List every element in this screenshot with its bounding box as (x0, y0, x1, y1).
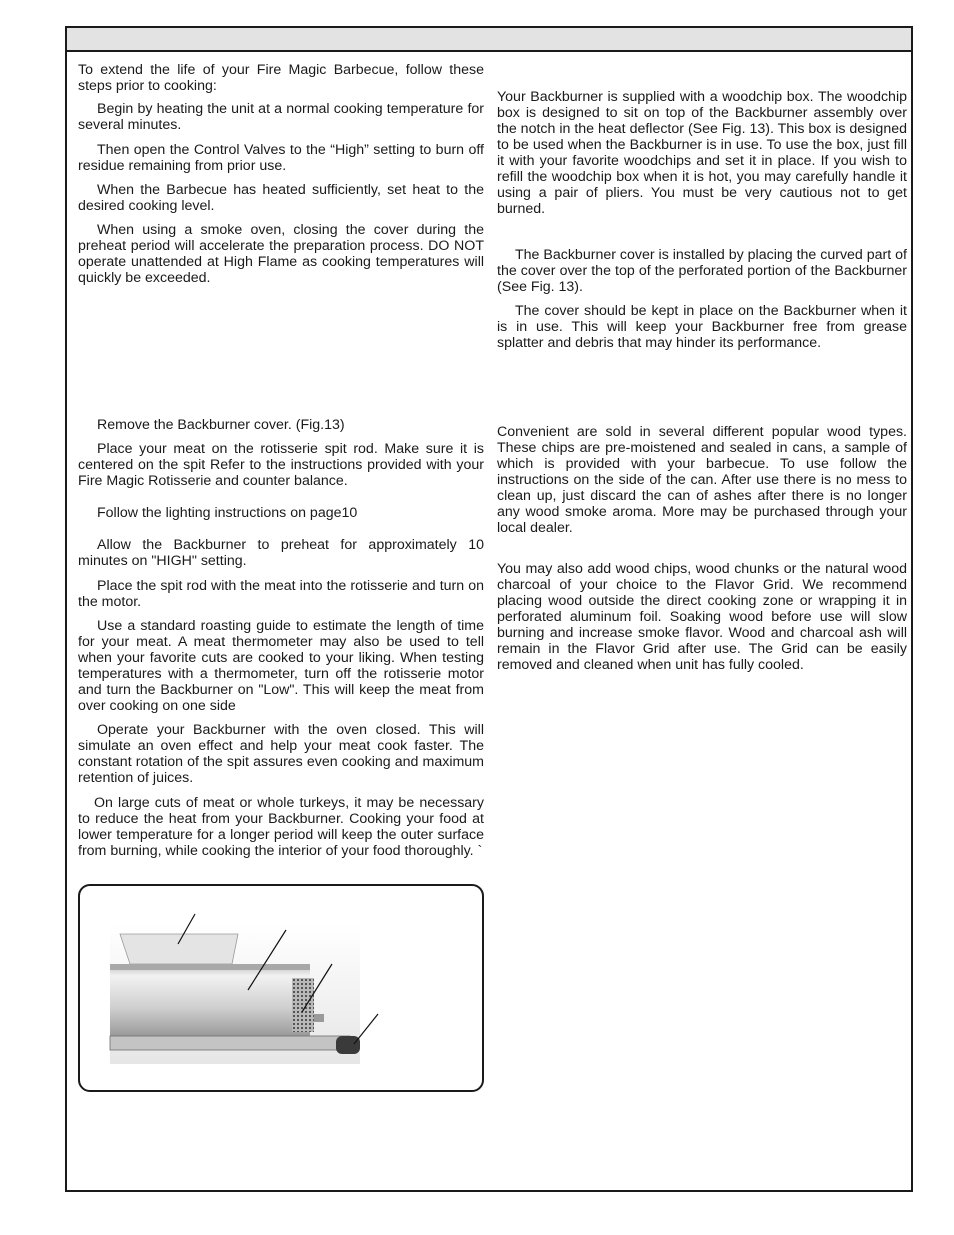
rotisserie-step-preheat: Allow the Backburner to preheat for approximately 10 minutes on "HIGH" setting. (78, 537, 484, 569)
seasoning-step-heat: Begin by heating the unit at a normal cooking temperature for several minutes. (78, 101, 484, 133)
burner-nozzle (336, 1036, 360, 1054)
backburner-illustration (80, 886, 482, 1090)
mounting-tab (314, 1014, 324, 1022)
rotisserie-step-roasting-guide: Use a standard roasting guide to estimate the length of time for your meat. A meat thermometer may also be used to tell when your favorite cuts are cooked to your liking. When testing temperatures with a thermometer, turn off the rotisserie motor and turn the Backburner on "Low". This will keep the meat from over cooking on one side (78, 618, 484, 714)
backburner-figure (78, 884, 484, 1092)
header-bar (67, 28, 911, 52)
seasoning-intro: To extend the life of your Fire Magic Barbecue, follow these steps prior to cooking: (78, 62, 484, 94)
seasoning-step-warning: When using a smoke oven, closing the cover during the preheat period will accelerate the preparation process. DO NOT operate unattended at High Flame as cooking temperatures will quickly be exceeded. (78, 222, 484, 286)
wood-chips-paragraph: Convenient are sold in several different popular wood types. These chips are pre-moistened and sealed in cans, a sample of which is provided with your barbecue. To use follow the instructions on the side of the can. After use there is no mess to clean up, just discard the can of ashes after there is no longer any wood smoke aroma. More may be purchased through your local dealer. (497, 424, 907, 536)
woodchip-box (120, 934, 238, 964)
seasoning-step-level: When the Barbecue has heated sufficiently, set heat to the desired cooking level. (78, 182, 484, 214)
rotisserie-step-remove-cover: Remove the Backburner cover. (Fig.13) (97, 417, 345, 433)
rotisserie-step-place-meat: Place your meat on the rotisserie spit rod. Make sure it is centered on the spit Refer to the instructions provided with your Fire Magic Rotisserie and counter balance. (78, 441, 484, 489)
woodchip-box-paragraph: Your Backburner is supplied with a woodchip box. The woodchip box is designed to sit on top of the Backburner assembly over the notch in the heat deflector (See Fig. 13). This box is designed to be used when the Backburner is in use. To use the box, just fill it with your favorite woodchips and set it in place. If you wish to refill the woodchip box when it is hot, you may carefully handle it using a pair of pliers. You must be very cautious not to get burned. (497, 89, 907, 217)
bottom-rail (110, 1036, 350, 1050)
rotisserie-step-large-cuts: On large cuts of meat or whole turkeys, it may be necessary to reduce the heat from your Backburner. Cooking your food at lower temperature for a longer period will keep the outer surface from burning, while cooking the interior of your food thoroughly. ` (78, 795, 484, 859)
rotisserie-step-oven-closed: Operate your Backburner with the oven closed. This will simulate an oven effect and help your meat cook faster. The constant rotation of the spit assures even cooking and maximum retention of juices. (78, 722, 484, 786)
backburner-top-edge (110, 964, 310, 970)
cover-usage-paragraph: The cover should be kept in place on the Backburner when it is in use. This will keep your Backburner free from grease splatter and debris that may hinder its performance. (497, 303, 907, 351)
cover-install-paragraph: The Backburner cover is installed by placing the curved part of the cover over the top of the perforated portion of the Backburner (See Fig. 13). (497, 247, 907, 295)
rotisserie-step-lighting: Follow the lighting instructions on page10 (97, 505, 358, 521)
seasoning-step-high: Then open the Control Valves to the “High” setting to burn off residue remaining from prior use. (78, 142, 484, 174)
backburner-body (110, 964, 310, 1044)
flavor-grid-paragraph: You may also add wood chips, wood chunks or the natural wood charcoal of your choice to the Flavor Grid. We recommend placing wood outside the direct cooking zone or wrapping it in perforated aluminum foil. Soaking wood before use will slow burning and increase smoke flavor. Wood and charcoal ash will remain in the Flavor Grid after use. The Grid can be easily removed and cleaned when unit has fully cooled. (497, 561, 907, 673)
perforated-section (292, 978, 314, 1032)
rotisserie-step-spit-rod: Place the spit rod with the meat into the rotisserie and turn on the motor. (78, 578, 484, 610)
